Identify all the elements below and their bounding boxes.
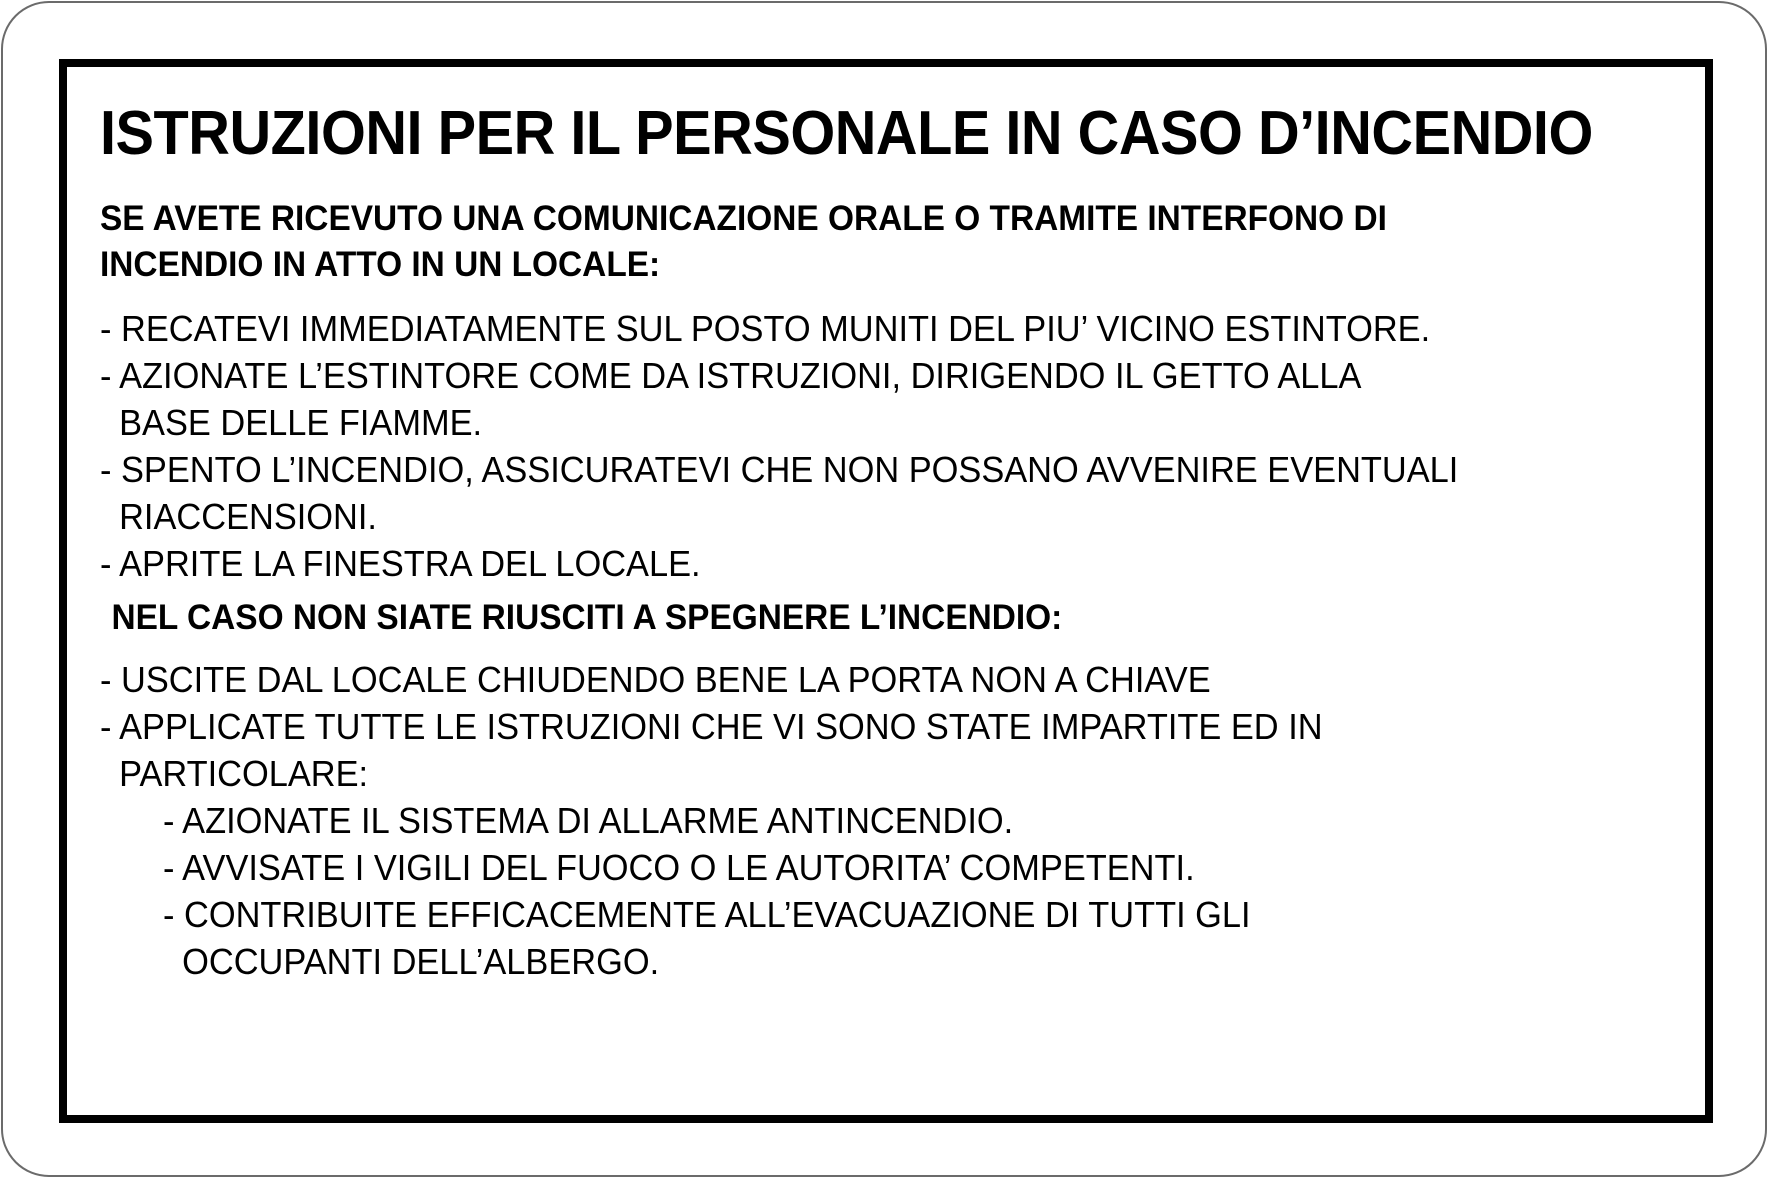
section1-heading-line2: INCENDIO IN ATTO IN UN LOCALE:	[100, 245, 661, 284]
list-item	[100, 352, 1618, 446]
list-item-continuation: PARTICOLARE:	[119, 753, 369, 794]
list-item	[100, 703, 1618, 985]
sub-list-item-continuation: OCCUPANTI DELL’ALBERGO.	[182, 941, 660, 982]
list-item	[100, 540, 1618, 587]
section2-sub-list	[100, 797, 1618, 985]
list-item-text: - APPLICATE TUTTE LE ISTRUZIONI CHE VI SONO STATE IMPARTITE ED IN	[100, 706, 1323, 747]
section2-list	[100, 656, 1690, 985]
list-item-text: - SPENTO L’INCENDIO, ASSICURATEVI CHE NON POSSANO AVVENIRE EVENTUALI	[100, 449, 1459, 490]
list-item-text: - USCITE DAL LOCALE CHIUDENDO BENE LA PORTA NON A CHIAVE	[100, 659, 1211, 700]
list-item-continuation: BASE DELLE FIAMME.	[119, 402, 483, 443]
sub-list-item-text: - AZIONATE IL SISTEMA DI ALLARME ANTINCENDIO.	[163, 800, 1014, 841]
sign-content	[100, 94, 1690, 985]
list-item	[100, 305, 1618, 352]
list-item	[100, 446, 1618, 540]
list-item-text: - APRITE LA FINESTRA DEL LOCALE.	[100, 543, 701, 584]
sub-list-item-text: - CONTRIBUITE EFFICACEMENTE ALL’EVACUAZIONE DI TUTTI GLI	[163, 894, 1251, 935]
list-item	[100, 656, 1618, 703]
list-item-text: - RECATEVI IMMEDIATAMENTE SUL POSTO MUNITI DEL PIU’ VICINO ESTINTORE.	[100, 308, 1431, 349]
section2-heading: NEL CASO NON SIATE RIUSCITI A SPEGNERE L’INCENDIO:	[111, 598, 1063, 637]
sub-list-item	[100, 844, 1618, 891]
section1-list	[100, 305, 1690, 587]
sub-list-item-text: - AVVISATE I VIGILI DEL FUOCO O LE AUTORITA’ COMPETENTI.	[163, 847, 1195, 888]
sub-list-item	[100, 797, 1618, 844]
sub-list-item	[100, 891, 1618, 985]
sign-title: ISTRUZIONI PER IL PERSONALE IN CASO D’INCENDIO	[100, 99, 1593, 168]
section1-heading-line1: SE AVETE RICEVUTO UNA COMUNICAZIONE ORALE O TRAMITE INTERFONO DI	[100, 199, 1387, 238]
section1-heading	[100, 196, 1618, 288]
list-item-continuation: RIACCENSIONI.	[119, 496, 377, 537]
list-item-text: - AZIONATE L’ESTINTORE COME DA ISTRUZIONI, DIRIGENDO IL GETTO ALLA	[100, 355, 1362, 396]
